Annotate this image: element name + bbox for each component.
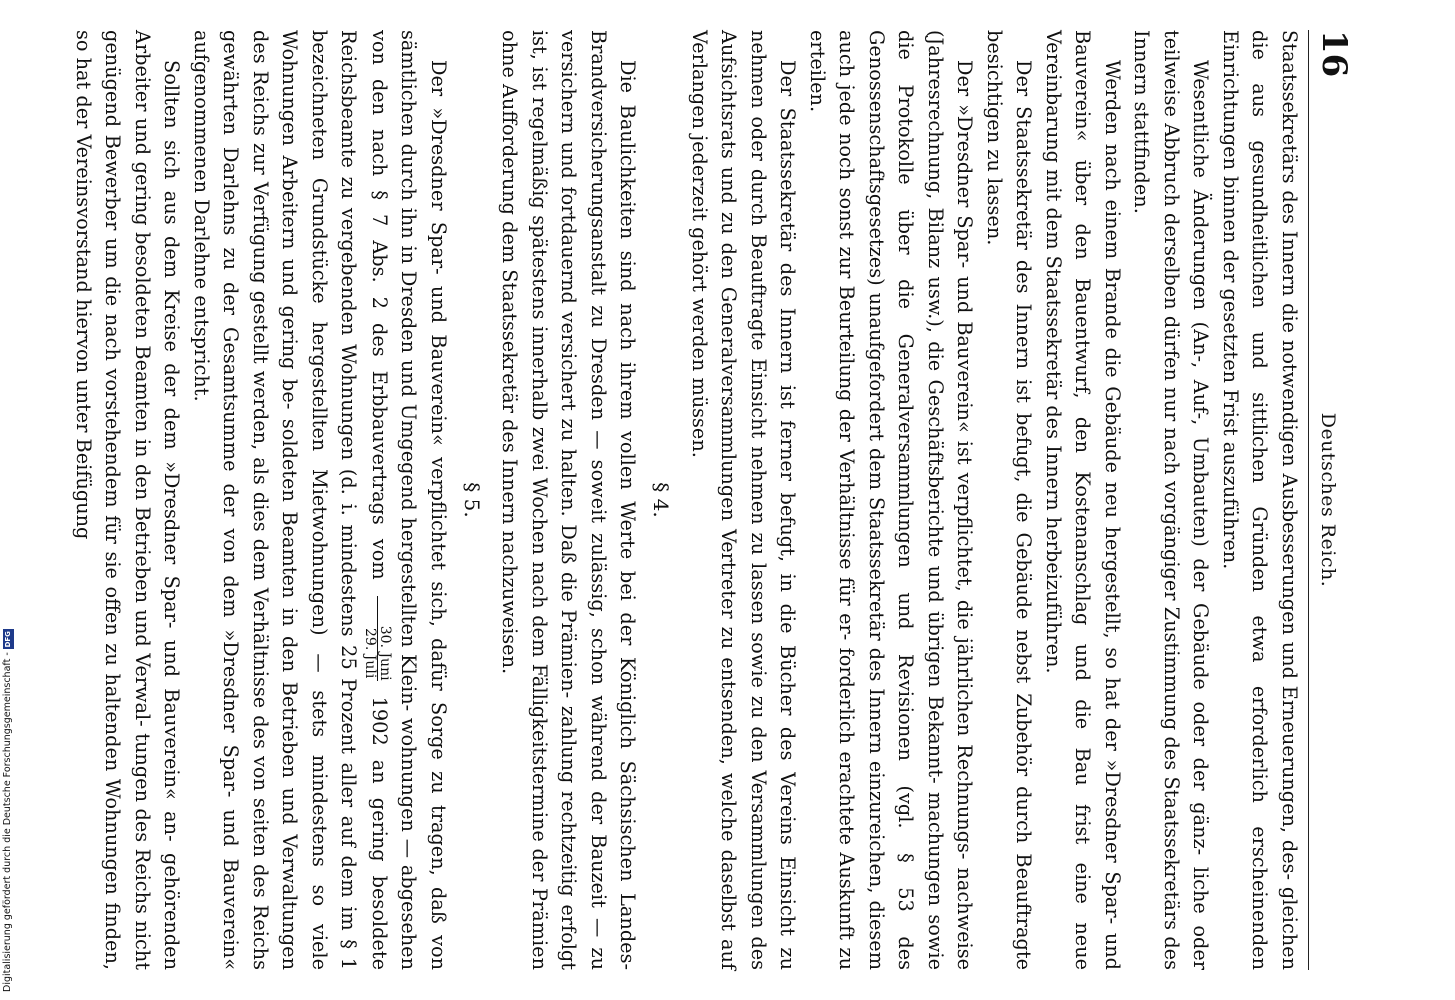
running-title: Deutsches Reich. [1317, 412, 1339, 588]
date-bottom: 29. Juli [362, 628, 379, 679]
digitization-credit [2, 629, 14, 992]
paragraph-text: 1902 an gering besoldete Reichsbeamte zu vergebenden Wohnungen (d. i. mindestens 25 Prozent aller auf dem im § 1 bezeichneten Grundstücke hergestellten Mietwohnungen) — stets mindestens so viele Wohnungen Arbeitern und gering be- soldeten Beamten in den Betrieben und Verwaltungen des Reichs zur Verfügung gestellt werden, als dies dem Verhältnisse des von seiten des Reichs gewährten Darlehns zu der Gesamtsumme der von dem »Dresdner Spar- und Bauverein« aufgenommenen Darlehne entspricht. [190, 30, 391, 971]
dfg-logo: DFG [3, 631, 12, 648]
body-text [69, 30, 1305, 970]
section-heading-4: § 4. [649, 482, 674, 518]
rotated-text-page [72, 30, 1355, 971]
running-head [1308, 30, 1355, 970]
paragraph [187, 30, 454, 970]
paragraph-text: Der »Dresdner Spar- und Bauverein« verpflichtet sich, dafür Sorge zu tragen, daß von sämtlichen durch ihn in Dresden und Umgegend hergestellten Klein- wohnungen — abgesehen von den nach § 7 Abs. 2 des Erbbauvertrags vom [368, 30, 450, 970]
section-heading-5: § 5. [460, 482, 484, 518]
date-fraction [364, 596, 393, 681]
paragraph: Der »Dresdner Spar- und Bauverein« ist verpflichtet, die jährlichen Rechnungs- nachweise (Jahresrechnung, Bilanz usw.), die Geschäftsberichte und übrigen Bekannt- machungen sowie die Protokolle über die Generalversammlungen und Revisionen (vgl. § 53 des Genossenschaftsgesetzes) unaufgefordert dem Staatssekretär des Innern einzureichen, diesem auch jede noch sonst zur Beurteilung der Verhältnisse für er- forderlich erachtete Auskunft zu erteilen. [806, 30, 977, 970]
paragraph: Die Baulichkeiten sind nach ihrem vollen Werte bei der Königlich Sächsischen Landes-Brandversicherungsanstalt zu Dresden — soweit zulässig, schon während der Bauzeit — zu versichern und fortdauernd versichert zu halten. Daß die Prämien- zahlung rechtzeitig erfolgt ist, ist regelmäßig spätestens innerhalb zwei Wochen nach dem Fälligkeitstermine der Prämien ohne Aufforderung dem Staatssekretär des Innern nachzuweisen. [498, 30, 640, 970]
paragraph: Werden nach einem Brande die Gebäude neu hergestellt, so hat der »Dresdner Spar- und Bauverein« über den Bauentwurf, den Kostenanschlag und die Bau frist eine neue Vereinbarung mit dem Staatssekretär des Innern herbeizuführen. [1042, 30, 1124, 970]
paragraph: Der Staatssekretär des Innern ist ferner befugt, in die Bücher des Vereins Einsicht zu nehmen oder durch Beauftragte Einsicht nehmen zu lassen sowie zu den Versammlungen des Aufsichtsrats und zu den Generalversammlungen Vertreter zu entsenden, welche daselbst auf Verlangen jederzeit gehört werden müssen. [688, 30, 800, 970]
page-number: 16 [1314, 30, 1354, 78]
paragraph: Staatssekretärs des Innern die notwendigen Ausbesserungen und Erneuerungen, des- gleichen die aus gesundheitlichen und sittlichen Gründen etwa erforderlich erscheinenden Einrichtungen binnen der gesetzten Frist auszuführen. [1219, 30, 1301, 970]
paragraph: Sollten sich aus dem Kreise der dem »Dresdner Spar- und Bauverein« an- gehörenden Arbeiter und gering besoldeten Beamten in den Betrieben und Verwal- tungen des Reichs nicht genügend Bewerber um die nach vorstehendem für sie offen zu haltenden Wohnungen finden, so hat der Vereinsvorstand hiervon unter Beifügung [72, 30, 184, 970]
credit-text: Digitalisierung gefördert durch die Deutsche Forschungsgemeinschaft - [2, 652, 13, 992]
paragraph: Der Staatssekretär des Innern ist befugt, die Gebäude nebst Zubehör durch Beauftragte besichtigen zu lassen. [983, 30, 1036, 970]
paragraph: Wesentliche Änderungen (An-, Auf-, Umbauten) der Gebäude oder der gänz- liche oder teilweise Abbruch derselben dürfen nur nach vorgängiger Zustimmung des Staatssekretärs des Innern stattfinden. [1130, 30, 1213, 970]
date-top: 30. Juni [378, 596, 393, 681]
